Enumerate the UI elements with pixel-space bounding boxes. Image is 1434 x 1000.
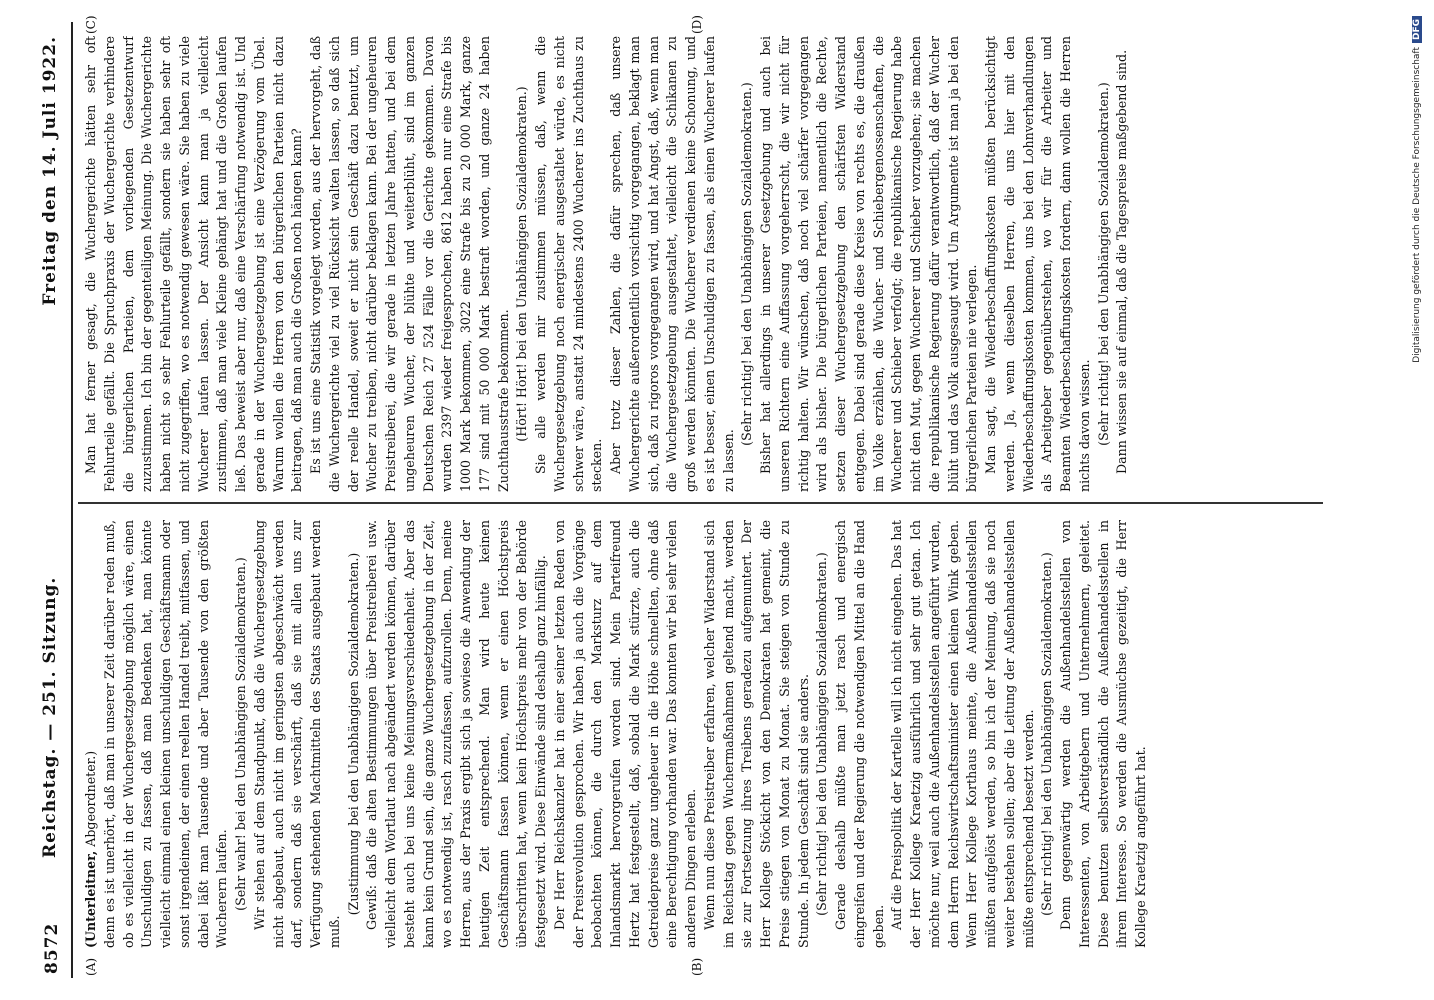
- dfg-logo: DFG: [1412, 16, 1422, 43]
- paragraph: Dann wissen sie auf einmal, daß die Tagespreise maßgebend sind.: [1114, 49, 1130, 474]
- left-column: [82, 520, 1327, 948]
- interjection: (Sehr richtig! bei den Unabhängigen Sozialdemokraten.): [739, 82, 755, 446]
- paragraph: Sie alle werden mir zustimmen müssen, daß, wenn die Wuchergesetzgebung noch energischer ausgestaltet würde, es nicht schwer wäre, anstatt 24 mindestens 2400 Wucherer ins Zuchthaus zu stecken.: [533, 36, 605, 492]
- paragraph: Denn gegenwärtig werden die Außenhandelsstellen von Interessenten, von Arbeitgebern und Unternehmern, geleitet. Diese benutzen selbstverständlich die Außenhandelsstellen in ihrem Interesse. So werden die Ausmüchse gezeitigt, die Herr Kollege Kraetzig angeführt hat.: [1058, 520, 1148, 948]
- session-title: Reichstag. — 251. Sitzung.: [40, 576, 60, 858]
- right-column: [82, 36, 1327, 492]
- speaker-role: Abgeordneter.): [83, 750, 98, 847]
- interjection: (Sehr richtig! bei den Unabhängigen Sozialdemokraten.): [814, 552, 830, 916]
- page-number: 8572: [42, 922, 62, 974]
- page-header: [38, 22, 68, 978]
- paragraph: Aber trotz dieser Zahlen, die dafür sprechen, daß unsere Wuchergerichte außerordentlich vorsichtig vorgegangen, beklagt man sich, daß zu rigoros vorgegangen wird, und hat Angst, daß, wenn man die Wuchergesetzgebung ausgestaltet, vielleicht die Schikanen zu groß werden könnten. Die Wucherer verdienen keine Schonung, und es ist besser, einen Unschuldigen zu fassen, als einen Wucherer laufen zu lassen.: [608, 36, 736, 492]
- digitization-credit: [1412, 16, 1430, 800]
- interjection: (Sehr richtig! bei den Unabhängigen Sozialdemokraten.): [1039, 552, 1055, 916]
- paragraph: denn es ist unerhört, daß man in unserer Zeit darüber reden muß, ob es vielleicht in der Wuchergesetzgebung möglich wäre, einen Unschuldigen zu fassen, daß man Bedenken hat, man könnte vielleicht einmal einen kleinen unschuldigen Geschäftsmann oder sonst irgendeinen, der einen reellen Handel treibt, mitfassen, und dabei läßt man Tausende und aber Tausende von den größten Wucherern laufen.: [101, 520, 230, 948]
- speaker-name: (Unterleitner,: [83, 850, 98, 948]
- header-rule: [71, 22, 73, 978]
- paragraph: Wenn nun diese Preistreiber erfahren, welcher Widerstand sich im Reichstag gegen Wuchermaßnahmen geltend macht, werden sie zur Fortsetzung ihres Treibens geradezu aufgemuntert. Der Herr Kollege Stöckicht von den Demokraten hat gemeint, die Preise stiegen von Monat zu Monat. Sie steigen von Stunde zu Stunde. In jedem Geschäft sind sie anders.: [701, 520, 811, 948]
- margin-letter-c: (C): [84, 15, 98, 34]
- column-divider: [78, 503, 1323, 505]
- interjection: (Hört! Hört! bei den Unabhängigen Sozialdemokraten.): [514, 86, 530, 442]
- margin-letter-a: (A): [84, 957, 98, 976]
- paragraph: Gewiß: daß die alten Bestimmungen über Preistreiberei usw. vielleicht dem Wortlaut nach abgeändert werden können, darüber besteht auch bei uns keine Meinungsverschiedenheit. Aber das kann kein Grund sein, die ganze Wuchergesetzgebung in der Zeit, wo es notwendig ist, rasch zuzufassen, aufzurollen. Denn, meine Herren, aus der Praxis ergibt sich ja sowieso die Anwendung der heutigen Zeit entsprechend. Man wird heute keinen Geschäftsmann fassen können, wenn er einen Höchstpreis überschritten hat, wenn kein Höchstpreis mehr von der Behörde festgesetzt wird. Diese Einwände sind deshalb ganz hinfällig.: [364, 520, 548, 948]
- paragraph: Gerade deshalb müßte man jetzt rasch und energisch eingreifen und der Regierung die notwendigen Mittel an die Hand geben.: [833, 520, 886, 948]
- session-date: Freitag den 14. Juli 1922.: [40, 36, 60, 306]
- paragraph: Der Herr Reichskanzler hat in einer seiner letzten Reden von der Preisrevolution gesprochen. Wir haben ja auch die Vorgänge beobachten können, die durch den Marksturz auf dem Inlandsmarkt hervorgerufen worden sind. Mein Parteifreund Hertz hat festgestellt, daß, sobald die Mark stürzte, auch die Getreidepreise ganz ungeheuer in die Höhe schnellten, ohne daß eine Berechtigung vorhanden war. Das konnten wir bei sehr vielen anderen Dingen erleben.: [551, 520, 698, 948]
- paragraph: Man sagt, die Wiederbeschaffungskosten müßten berücksichtigt werden. Ja, wenn dieselben Herren, die uns hier mit den Wiederbeschaffungskosten kommen, uns bei den Lohnverhandlungen als Arbeitgeber gegenüberstehen, wo wir für die Arbeiter und Beamten Wiederbeschaffungskosten fordern, dann wollen die Herren nichts davon wissen.: [983, 36, 1092, 492]
- paragraph: Wir stehen auf dem Standpunkt, daß die Wuchergesetzgebung nicht abgebaut, auch nicht im geringsten abgeschwächt werden darf, sondern daß sie verschärft, daß sie mit allen uns zur Verfügung stehenden Machtmitteln des Staats ausgebaut werden muß.: [251, 520, 342, 948]
- interjection: (Sehr wahr! bei den Unabhängigen Sozialdemokraten.): [233, 557, 248, 911]
- interjection: (Sehr richtig! bei den Unabhängigen Sozialdemokraten.): [1095, 82, 1111, 446]
- paragraph: Es ist uns eine Statistik vorgelegt worden, aus der hervorgeht, daß die Wuchergerichte viel zu viel Rücksicht walten lassen, so daß sich der reelle Handel, soweit er nicht sein Geschäft dazu benutzt, um Wucher zu treiben, nicht darüber beklagen kann. Bei der ungeheuren Preistreiberei, die wir gerade in letzten Jahre hatten, und bei dem ungeheuren Wucher, der blühte und weiterblüht, sind im ganzen Deutschen Reich 27 524 Fälle vor die Gerichte gekommen. Davon wurden 2397 wieder freigesprochen, 8612 haben nur eine Strafe bis 1000 Mark bekommen, 3022 eine Strafe bis zu 20 000 Mark, ganze 177 sind mit 50 000 Mark bestraft worden, und ganze 24 haben Zuchthausstrafe bekommen.: [308, 36, 511, 492]
- paragraph: Bisher hat allerdings in unserer Gesetzgebung und auch bei unseren Richtern eine Auffassung vorgeherrscht, die wir nicht für richtig halten. Wir wünschen, daß noch viel schärfer vorgegangen wird als bisher. Die bürgerlichen Parteien, namentlich die Rechte, setzen dieser Wuchergesetzgebung den schärfsten Widerstand entgegen. Dabei sind gerade diese Kreise von rechts es, die draußen im Volke erzählen, die Wucher- und Schiebergenossenschaften, die Wucherer und Schieber verfolgt; die republikanische Regierung habe nicht den Mut, gegen Wucherer und Schieber vorzugehen; sie machen die republikanische Regierung dafür verantwortlich, daß der Wucher blüht und das Volk ausgesaugt wird. Um Argumente ist man ja bei den bürgerlichen Parteien nie verlegen.: [758, 36, 980, 492]
- paragraph: Man hat ferner gesagt, die Wuchergerichte hätten sehr oft Fehlurteile gefällt. Die Spruchpraxis der Wuchergerichte verhindere die bürgerlichen Parteien, dem vorliegenden Gesetzentwurf zuzustimmen. Ich bin der gegenteiligen Meinung. Die Wuchergerichte haben nicht so sehr Fehlurteile gefällt, sondern sie haben sehr oft nicht zugegriffen, wo es notwendig gewesen wäre. Sie haben zu viele Wucherer laufen lassen. Der Ansicht kann man ja vielleicht zustimmen, daß man viele Kleine gehängt hat und die Großen laufen ließ. Das beweist aber nur, daß eine Verschärfung notwendig ist. Und gerade in der Wuchergesetzgebung ist eine Verzögerung vom Übel. Warum wollen die Herren von den bürgerlichen Parteien nicht dazu beitragen, daß man auch die Großen noch hängen kann?: [83, 36, 305, 492]
- paragraph: Auf die Preispolitik der Kartelle will ich nicht eingehen. Das hat der Herr Kollege Kraetzig ausführlich und sehr gut getan. Ich möchte nur, weil auch die Außenhandelsstellen angeführt wurden, dem Herrn Reichswirtschaftsminister einen kleinen Wink geben. Wenn Herr Kollege Korthaus meinte, die Außenhandelsstellen müßten aufgelöst werden, so bin ich der Meinung, daß sie noch weiter bestehen sollen; aber die Leitung der Außenhandelsstellen müßte entsprechend besetzt werden.: [889, 520, 1036, 948]
- interjection: (Zustimmung bei den Unabhängigen Sozialdemokraten.): [345, 552, 361, 916]
- credit-text: Digitalisierung gefördert durch die Deutsche Forschungsgemeinschaft: [1412, 47, 1422, 363]
- margin-letter-d: (D): [690, 15, 704, 34]
- margin-letter-b: (B): [690, 957, 704, 976]
